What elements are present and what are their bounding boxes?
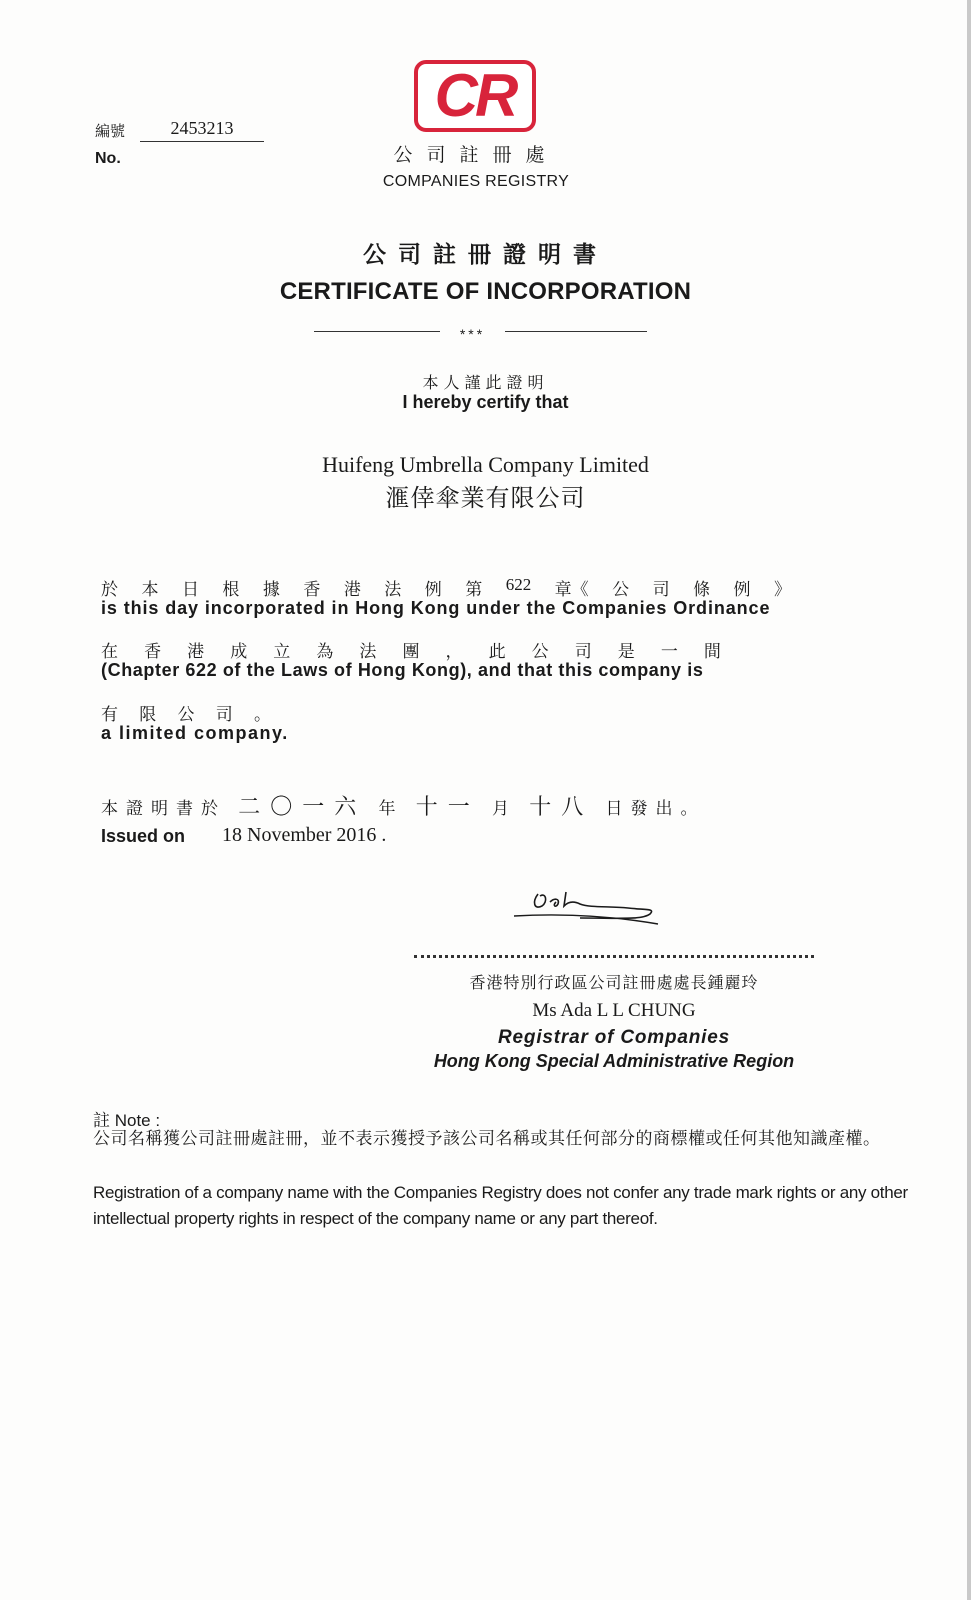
body-line-3-en: a limited company.	[101, 723, 289, 743]
number-label-zh: 編號	[95, 124, 126, 140]
note-text-en: Registration of a company name with the Companies Registry does not confer any trade mark rights or any other intellectual property rights in respect of the company name or any part thereof.	[93, 1183, 908, 1228]
registrar-signature	[510, 880, 680, 940]
char: 條	[693, 580, 711, 599]
char: 港	[343, 580, 361, 599]
registry-name-en: COMPANIES REGISTRY	[382, 173, 570, 190]
char: 港	[187, 642, 205, 661]
char: 在	[101, 642, 118, 661]
issue-month-zh: 十一	[415, 794, 480, 819]
char: 章《	[554, 580, 589, 599]
char: 司	[215, 705, 233, 724]
note-text-zh: 公司名稱獲公司註冊處註冊，並不表示獲授予該公司名稱或其任何部分的商標權或任何其他知識產權。	[93, 1129, 881, 1148]
company-name-en: Huifeng Umbrella Company Limited	[322, 452, 649, 477]
note-label: 註 Note :	[93, 1111, 161, 1130]
char: 為	[316, 642, 334, 661]
char: 日	[181, 580, 199, 599]
registrar-region: Hong Kong Special Administrative Region	[433, 1051, 795, 1071]
char: 香	[144, 642, 162, 661]
char: 成	[230, 642, 248, 661]
char: 立	[273, 642, 291, 661]
char: 是	[617, 642, 635, 661]
char: 公	[612, 580, 630, 599]
issue-day-zh: 十八	[529, 794, 594, 819]
number-label-en: No.	[95, 150, 121, 167]
char: 於	[101, 580, 118, 599]
char: 622	[505, 575, 532, 594]
char: 據	[262, 580, 280, 599]
char: 限	[139, 705, 157, 724]
char: 法	[384, 580, 402, 599]
certify-statement-zh: 本人謹此證明	[422, 375, 549, 392]
body-line-3-zh	[101, 700, 271, 725]
char: 根	[222, 580, 240, 599]
issue-prefix-zh: 本證明書於	[101, 799, 226, 818]
char: 有	[101, 705, 118, 724]
char: 間	[703, 642, 721, 661]
body-line-1-zh	[101, 575, 791, 600]
char: 司	[652, 580, 670, 599]
char: 第	[465, 580, 483, 599]
issue-date-en: 18 November 2016 .	[222, 824, 387, 846]
certificate-number: 2453213	[140, 118, 264, 142]
certificate-title-en: CERTIFICATE OF INCORPORATION	[279, 278, 692, 305]
char: 團	[402, 642, 420, 661]
body-line-1-en: is this day incorporated in Hong Kong under the Companies Ordinance	[101, 598, 771, 618]
certify-statement-en: I hereby certify that	[402, 392, 569, 412]
registrar-title: Registrar of Companies	[498, 1027, 730, 1048]
signature-line	[414, 955, 814, 958]
char: 。	[254, 705, 271, 724]
char: 法	[359, 642, 377, 661]
issue-month-unit-zh: 月	[492, 799, 518, 818]
issue-suffix-zh: 日發出。	[605, 799, 706, 818]
char: 》	[774, 580, 791, 599]
char: 一	[660, 642, 678, 661]
char: 司	[574, 642, 592, 661]
char: 公	[177, 705, 195, 724]
issue-label-en: Issued on	[101, 826, 186, 846]
divider-left	[314, 331, 440, 332]
char: 本	[141, 580, 159, 599]
char: ，	[445, 642, 463, 661]
issue-year-unit-zh: 年	[378, 799, 404, 818]
char: 例	[424, 580, 442, 599]
registrar-name-zh: 香港特別行政區公司註冊處處長鍾麗玲	[469, 975, 759, 992]
registry-name-zh: 公司註冊處	[393, 145, 559, 166]
body-line-2-zh	[101, 637, 721, 662]
certificate-title-zh: 公司註冊證明書	[363, 242, 608, 267]
logo-text: CR	[434, 62, 516, 129]
company-name-zh: 滙倖傘業有限公司	[385, 484, 586, 512]
issue-date-zh	[101, 790, 706, 821]
divider-stars: ***	[459, 326, 486, 342]
divider-right	[505, 331, 647, 332]
registrar-name-en: Ms Ada L L CHUNG	[532, 1000, 696, 1021]
char: 例	[733, 580, 751, 599]
char: 此	[488, 642, 506, 661]
char: 公	[531, 642, 549, 661]
char: 香	[303, 580, 321, 599]
issue-year-zh: 二〇一六	[238, 794, 367, 819]
body-line-2-en: (Chapter 622 of the Laws of Hong Kong), and that this company is	[101, 660, 704, 680]
